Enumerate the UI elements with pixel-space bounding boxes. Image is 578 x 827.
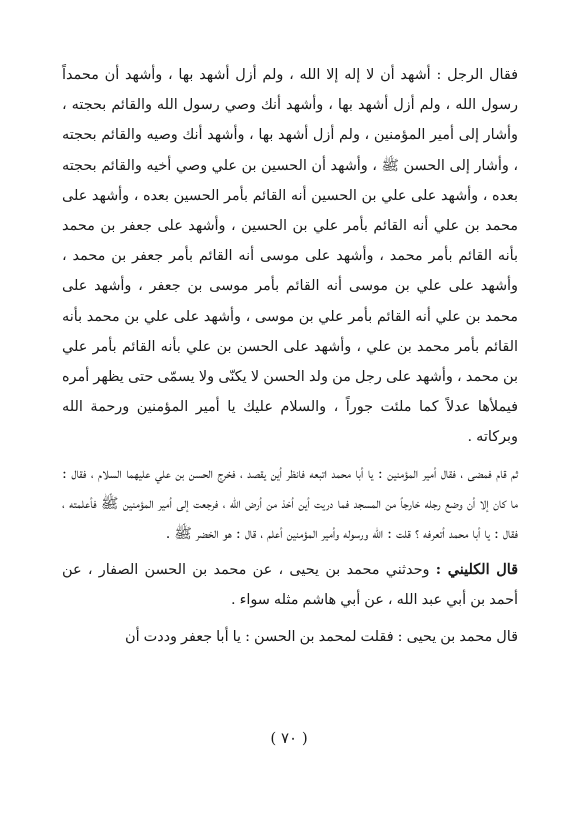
kulaini-rest: وحدثني محمد بن يحيى ، عن محمد بن الحسن الصفار ، عن أحمد بن أبي عبد الله ، عن أبي هاشم مثله سواء . <box>62 562 518 609</box>
kulaini-lead: قال الكليني : <box>435 561 519 579</box>
paragraph-kulaini <box>62 555 518 615</box>
paragraph-last-line: قال محمد بن يحيى : فقلت لمحمد بن الحسن : يا أبا جعفر وددت أن <box>125 628 518 645</box>
page-number: ( ٧٠ ) <box>270 729 308 747</box>
page-body <box>62 60 518 652</box>
paragraph-khidr: ثم قام فمضى ، فقال أمير المؤمنين : يا أبا محمد اتبعه فانظر أين يقصد ، فخرج الحسن بن علي عليهما السلام ، فقال : ما كان إلا أن وضع رجله خارجاً من المسجد فما دريت أين أخذ من أرض الله ، فرجعت إلى أمير المؤمنين ﷺ فأعلمته ، فقال : يا أبا محمد أتعرفه ؟ قلت : الله ورسوله وأمير المؤمنين أعلم ، قال : هو الخضر ﷺ . <box>62 465 518 543</box>
paragraph-testimony: فقال الرجل : أشهد أن لا إله إلا الله ، ولم أزل أشهد بها ، وأشهد أن محمداً رسول الله ، ولم أزل أشهد بها ، وأشهد أنك وصي رسول الله والقائم بحجته ، وأشار إلى أمير المؤمنين ، ولم أزل أشهد بها ، وأشهد أنك وصيه والقائم بحجته ، وأشار إلى الحسن ﷺ ، وأشهد أن الحسين بن علي وصي أخيه والقائم بحجته بعده ، وأشهد على علي بن الحسين أنه القائم بأمر الحسين بعده ، وأشهد على محمد بن علي أنه القائم بأمر علي بن الحسين ، وأشهد على جعفر بن محمد بأنه القائم بأمر محمد ، وأشهد على موسى أنه القائم بأمر جعفر بن محمد ، وأشهد على علي بن موسى أنه القائم بأمر موسى بن جعفر ، وأشهد على محمد بن علي أنه القائم بأمر علي بن موسى ، وأشهد على علي بن محمد بأنه القائم بأمر محمد بن علي ، وأشهد على الحسن بن علي بأنه القائم بأمر علي بن محمد ، وأشهد على رجل من ولد الحسن لا يكنّى ولا يسمّى حتى يظهر أمره فيملأها عدلاً كما ملئت جوراً ، والسلام عليك يا أمير المؤمنين ورحمة الله وبركاته . <box>62 67 518 446</box>
